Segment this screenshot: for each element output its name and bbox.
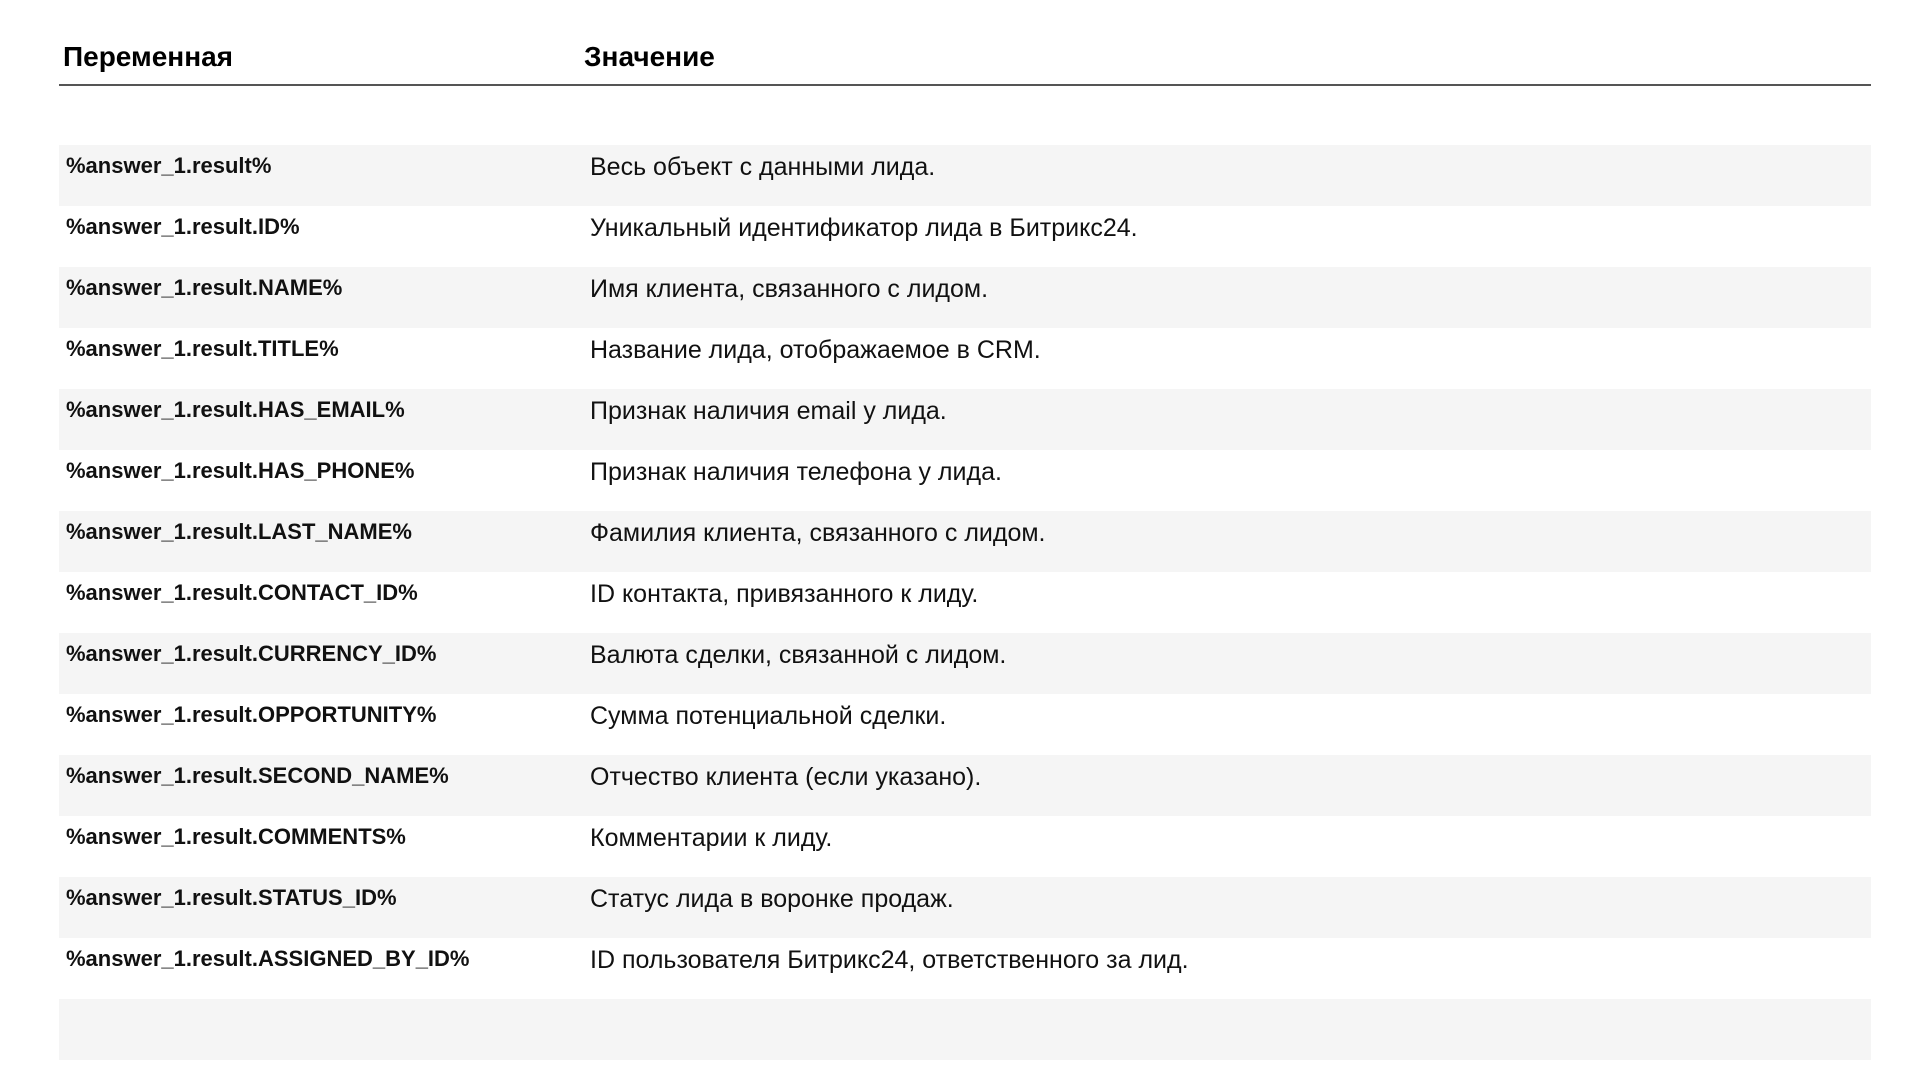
value-cell: ID пользователя Битрикс24, ответственного за лид.: [590, 946, 1189, 974]
table-body: [59, 145, 1871, 1060]
variable-cell: %answer_1.result.ID%: [66, 214, 300, 239]
value-cell: Признак наличия телефона у лида.: [590, 458, 1002, 486]
value-cell: Фамилия клиента, связанного с лидом.: [590, 519, 1046, 547]
value-cell: Комментарии к лиду.: [590, 824, 833, 852]
variable-cell: %answer_1.result.SECOND_NAME%: [66, 763, 449, 788]
variables-table: [59, 30, 1871, 1060]
table-row: [59, 694, 1871, 755]
variable-cell: %answer_1.result.LAST_NAME%: [66, 519, 412, 544]
table-row: [59, 511, 1871, 572]
table-row: [59, 999, 1871, 1060]
header-spacer: [59, 86, 1871, 145]
variable-cell: %answer_1.result.HAS_EMAIL%: [66, 397, 405, 422]
variable-cell: [59, 999, 584, 1007]
header-value: Значение: [584, 41, 715, 72]
variable-cell: %answer_1.result.OPPORTUNITY%: [66, 702, 437, 727]
table-row: [59, 877, 1871, 938]
variable-cell: %answer_1.result.HAS_PHONE%: [66, 458, 415, 483]
table-row: [59, 389, 1871, 450]
table-row: [59, 450, 1871, 511]
variable-cell: %answer_1.result.STATUS_ID%: [66, 885, 397, 910]
table-row: [59, 816, 1871, 877]
variable-cell: %answer_1.result.ASSIGNED_BY_ID%: [66, 946, 470, 971]
table-row: [59, 572, 1871, 633]
value-cell: Название лида, отображаемое в CRM.: [590, 336, 1041, 364]
table-row: [59, 633, 1871, 694]
variable-cell: %answer_1.result.COMMENTS%: [66, 824, 406, 849]
table-row: [59, 328, 1871, 389]
variable-cell: %answer_1.result%: [66, 153, 272, 178]
variable-cell: %answer_1.result.CURRENCY_ID%: [66, 641, 437, 666]
table-row: [59, 938, 1871, 999]
value-cell: Весь объект с данными лида.: [590, 153, 936, 181]
table-row: [59, 145, 1871, 206]
value-cell: Отчество клиента (если указано).: [590, 763, 982, 791]
value-cell: [584, 999, 1871, 1007]
value-cell: Валюта сделки, связанной с лидом.: [590, 641, 1007, 669]
variable-cell: %answer_1.result.TITLE%: [66, 336, 339, 361]
table-header: [59, 30, 1871, 86]
table-row: [59, 267, 1871, 328]
value-cell: Имя клиента, связанного с лидом.: [590, 275, 989, 303]
variable-cell: %answer_1.result.CONTACT_ID%: [66, 580, 418, 605]
value-cell: Статус лида в воронке продаж.: [590, 885, 954, 913]
table-row: [59, 206, 1871, 267]
variable-cell: %answer_1.result.NAME%: [66, 275, 343, 300]
table-row: [59, 755, 1871, 816]
value-cell: Признак наличия email у лида.: [590, 397, 947, 425]
header-variable: Переменная: [63, 41, 234, 72]
value-cell: Сумма потенциальной сделки.: [590, 702, 947, 730]
value-cell: Уникальный идентификатор лида в Битрикс24.: [590, 214, 1138, 242]
value-cell: ID контакта, привязанного к лиду.: [590, 580, 979, 608]
